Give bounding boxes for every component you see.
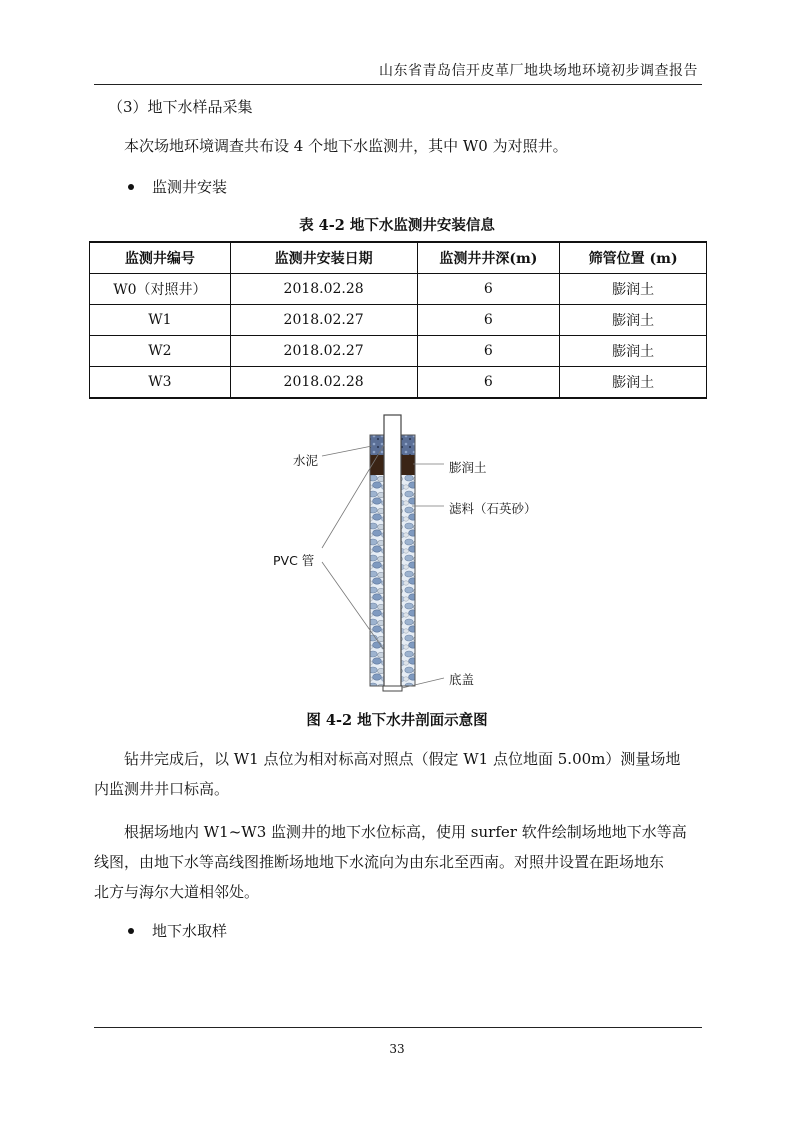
- label-cement: 水泥: [293, 453, 319, 468]
- intro-paragraph: 本次场地环境调查共布设 4 个地下水监测井，其中 W0 为对照井。: [124, 137, 568, 155]
- table-cell: W1: [90, 305, 231, 336]
- footer-divider: [94, 1027, 702, 1028]
- table-cell: 2018.02.27: [230, 336, 417, 367]
- table-cell: 膨润土: [560, 305, 707, 336]
- paragraph-line: 内监测井井口标高。: [94, 780, 230, 798]
- table-caption: 表 4-2 地下水监测井安装信息: [299, 217, 495, 234]
- bottom-cap: [383, 686, 402, 691]
- table-header-cell: 监测井编号: [90, 242, 231, 274]
- label-bentonite: 膨润土: [449, 460, 487, 475]
- table-cell: 2018.02.28: [230, 367, 417, 399]
- table-cell: 6: [417, 305, 560, 336]
- table-cell: 2018.02.28: [230, 274, 417, 305]
- page-header-title: 山东省青岛信开皮革厂地块场地环境初步调查报告: [379, 63, 698, 79]
- bullet-label: 监测井安装: [152, 178, 228, 196]
- header-divider: [94, 84, 702, 85]
- well-install-table: [89, 241, 707, 399]
- table-cell: 膨润土: [560, 336, 707, 367]
- table-cell: 膨润土: [560, 274, 707, 305]
- table-cell: 6: [417, 367, 560, 399]
- label-pvc-pipe: PVC 管: [273, 553, 315, 568]
- table-cell: 膨润土: [560, 367, 707, 399]
- paragraph-line: 钻井完成后，以 W1 点位为相对标高对照点（假定 W1 点位地面 5.00m）测量场地: [124, 750, 681, 768]
- cement-leader: [322, 446, 372, 456]
- bullet-dot-icon: [128, 184, 134, 190]
- bullet-item-install: [122, 172, 227, 202]
- table-row: [90, 336, 707, 367]
- table-cell: W3: [90, 367, 231, 399]
- paragraph-line: 根据场地内 W1~W3 监测井的地下水位标高，使用 surfer 软件绘制场地地下水等高: [124, 823, 687, 841]
- paragraph-line: 线图，由地下水等高线图推断场地地下水流向为由东北至西南。对照井设置在距场地东: [94, 853, 665, 871]
- paragraph-line: 北方与海尔大道相邻处。: [94, 883, 260, 901]
- pvc-pipe: [384, 415, 401, 690]
- table-cell: W0（对照井）: [90, 274, 231, 305]
- section-heading: （3）地下水样品采集: [108, 98, 253, 116]
- bullet-dot-icon: [128, 928, 134, 934]
- table-header-cell: 监测井安装日期: [230, 242, 417, 274]
- table-row: [90, 367, 707, 399]
- table-cell: 6: [417, 274, 560, 305]
- label-filter: 滤料（石英砂）: [449, 501, 537, 516]
- table-header-row: [90, 242, 707, 274]
- table-row: [90, 305, 707, 336]
- table-cell: 6: [417, 336, 560, 367]
- table-header-cell: 筛管位置 (m): [560, 242, 707, 274]
- table-cell: W2: [90, 336, 231, 367]
- page-number: 33: [389, 1042, 405, 1056]
- figure-caption: 图 4-2 地下水井剖面示意图: [306, 712, 488, 729]
- bullet-item-sampling: [122, 916, 227, 946]
- bullet-label: 地下水取样: [152, 922, 228, 940]
- table-cell: 2018.02.27: [230, 305, 417, 336]
- label-bottom-cap: 底盖: [449, 672, 475, 687]
- table-header-cell: 监测井井深(m): [417, 242, 560, 274]
- table-row: [90, 274, 707, 305]
